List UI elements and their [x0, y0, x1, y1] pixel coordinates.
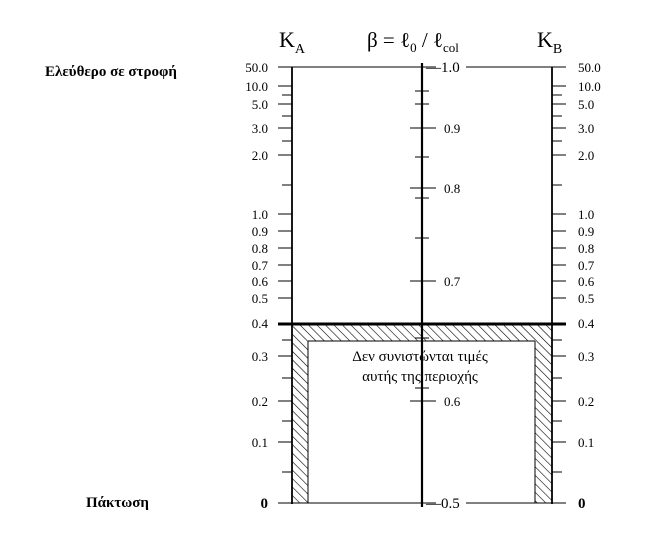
beta-header-slash: / ℓ — [416, 28, 443, 52]
kb-header — [537, 27, 562, 57]
fixed-label: Πάκτωση — [86, 495, 149, 511]
beta-tick-label: 0.8 — [444, 181, 461, 196]
beta-tick-label: —1.0 — [426, 60, 460, 76]
note-line-1: Δεν συνιστώνται τιμές — [352, 349, 488, 365]
kb-tick-label: 0.8 — [578, 241, 595, 256]
ka-tick-label: 0.8 — [251, 241, 268, 256]
kb-tick-label: 0.2 — [578, 394, 595, 409]
note-line-2: αυτής της περιοχής — [362, 369, 478, 385]
hatch-left-vertical — [292, 325, 308, 503]
beta-header-sub0: 0 — [410, 40, 417, 55]
kb-ticks — [552, 60, 601, 512]
kb-tick-label: 3.0 — [578, 121, 595, 136]
ka-tick-label: 0.5 — [251, 291, 268, 306]
ka-header-main: K — [279, 27, 295, 52]
ka-header — [279, 27, 306, 57]
ka-ticks — [245, 60, 292, 512]
kb-tick-label: 50.0 — [578, 60, 601, 75]
ka-tick-label: 0.3 — [251, 349, 268, 364]
ka-tick-label: 50.0 — [245, 60, 268, 75]
ka-tick-label: 0.7 — [251, 258, 268, 273]
kb-tick-label: 2.0 — [578, 148, 595, 163]
kb-header-sub: B — [552, 42, 563, 57]
ka-tick-label: 0.9 — [251, 224, 268, 239]
kb-tick-label: 10.0 — [578, 79, 601, 94]
kb-tick-label: 0.9 — [578, 224, 595, 239]
kb-tick-label: 0.3 — [578, 349, 595, 364]
hatch-right-vertical — [535, 325, 552, 503]
kb-tick-label: 1.0 — [578, 207, 595, 222]
kb-tick-label: 5.0 — [578, 97, 595, 112]
ka-tick-label: 3.0 — [251, 121, 268, 136]
ka-tick-label: 0.6 — [251, 274, 268, 289]
kb-tick-label: 0.5 — [578, 291, 595, 306]
beta-tick-label: 0.7 — [444, 274, 461, 289]
ka-tick-label: 2.0 — [251, 148, 268, 163]
ka-tick-label: 0.1 — [251, 435, 268, 450]
kb-tick-label: 0.6 — [578, 274, 595, 289]
beta-tick-label: —0.5 — [426, 496, 460, 512]
beta-header-main: β = ℓ — [367, 28, 411, 52]
ka-tick-label: 0 — [260, 496, 268, 512]
kb-header-main: K — [537, 27, 553, 52]
kb-tick-label: 0.7 — [578, 258, 595, 273]
ka-header-sub: A — [294, 42, 306, 57]
beta-header — [367, 28, 459, 55]
beta-ticks — [410, 60, 461, 512]
kb-tick-label: 0 — [578, 496, 586, 512]
kb-tick-label: 0.4 — [578, 316, 595, 331]
beta-header-subcol: col — [443, 40, 459, 55]
ka-tick-label: 0.2 — [251, 394, 268, 409]
ka-tick-label: 10.0 — [245, 79, 268, 94]
free-rotation-label: Ελεύθερο σε στροφή — [45, 64, 177, 80]
kb-tick-label: 0.1 — [578, 435, 595, 450]
ka-tick-label: 1.0 — [251, 207, 268, 222]
beta-tick-label: 0.6 — [444, 394, 461, 409]
beta-tick-label: 0.9 — [444, 121, 461, 136]
ka-tick-label: 5.0 — [251, 97, 268, 112]
ka-tick-label: 0.4 — [251, 316, 268, 331]
